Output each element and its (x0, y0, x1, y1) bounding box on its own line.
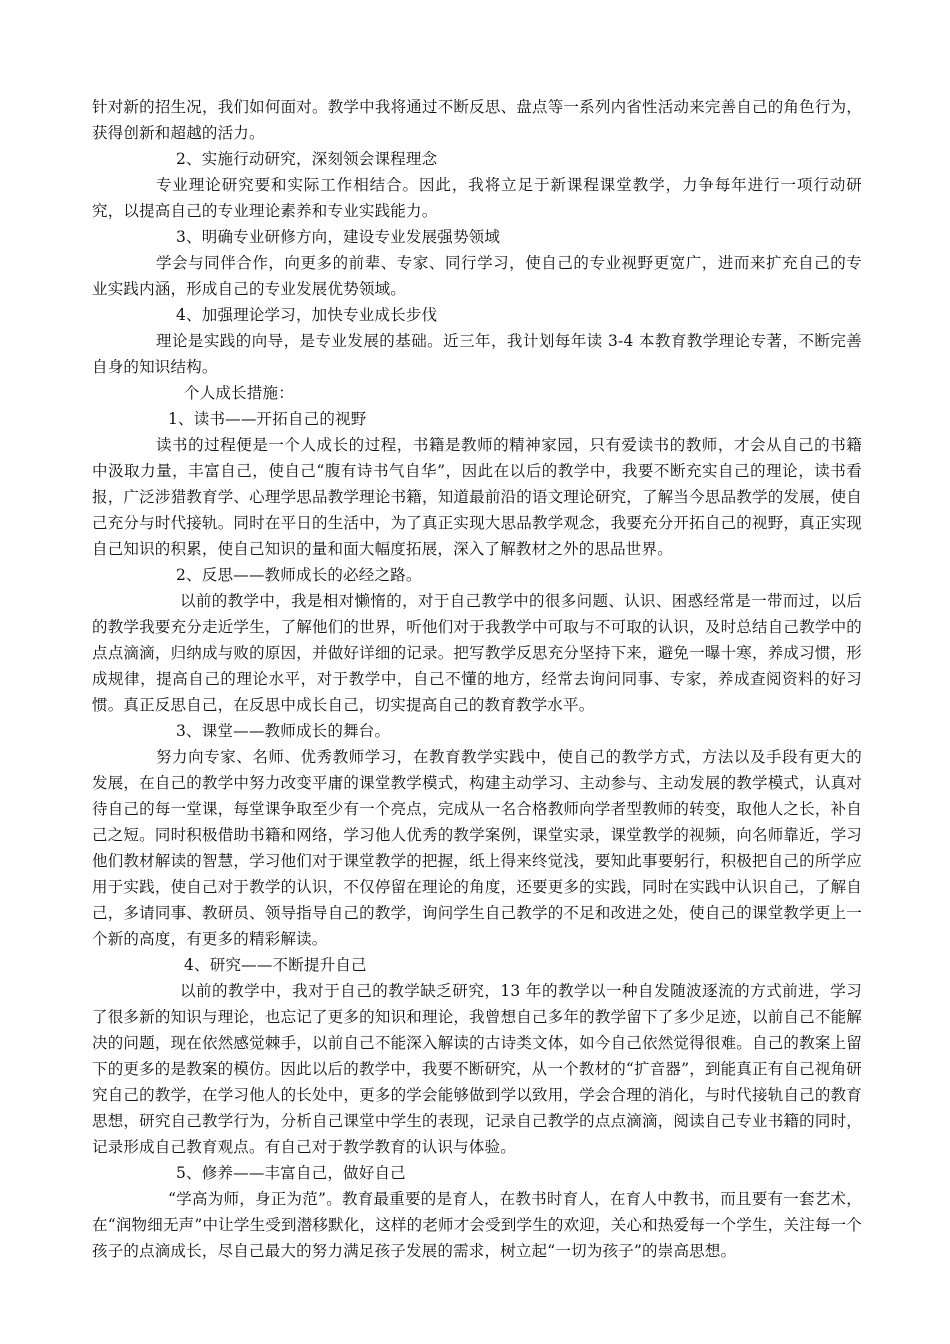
paragraph-item-4: 理论是实践的向导，是专业发展的基础。近三年，我计划每年读 3-4 本教育教学理论专著，不断完善自身的知识结构。 (92, 332, 862, 376)
measure-4-text: 以前的教学中，我对于自己的教学缺乏研究，13 年的教学以一种自发随波逐流的方式前进，学习了很多新的知识与理论，也忘记了更多的知识和理论，我曾想自己多年的教学留下了多少足迹，以前自己不能解决的问题，现在依然感觉棘手，以前自己不能深入解读的古诗类文体，如今自己依然觉得很难。自己的教案上留下的更多的是教案的模仿。因此以后的教学中，我要不断研究，从一个教材的“扩音器”，到能真正有自己视角研究自己的教学，在学习他人的长处中，更多的学会能够做到学以致用，学会合理的消化，与时代接轨自己的教育思想，研究自己教学行为，分析自己课堂中学生的表现，记录自己教学的点点滴滴，阅读自己专业书籍的同时，记录形成自己教育观点。有自己对于教学教育的认识与体验。 (92, 982, 862, 1156)
measure-1-text: 读书的过程便是一个人成长的过程，书籍是教师的精神家园，只有爱读书的教师，才会从自己的书籍中汲取力量，丰富自己，使自己“腹有诗书气自华”，因此在以后的教学中，我要不断充实自己的理论，读书看报，广泛涉猎教育学、心理学思品教学理论书籍，知道最前沿的语文理论研究，了解当今思品教学的发展，使自己充分与时代接轨。同时在平日的生活中，为了真正实现大思品教学观念，我要充分开拓自己的视野，真正实现自己知识的积累，使自己知识的量和面大幅度拓展，深入了解教材之外的思品世界。 (92, 436, 862, 558)
measure-4-heading: 4、研究——不断提升自己 (184, 956, 367, 974)
heading-item-4: 4、加强理论学习，加快专业成长步伐 (176, 306, 438, 324)
measures-heading: 个人成长措施： (184, 384, 294, 402)
heading-item-2: 2、实施行动研究，深刻领会课程理念 (176, 150, 438, 168)
measure-5-heading: 5、修养——丰富自己，做好自己 (176, 1164, 406, 1182)
paragraph-intro: 针对新的招生况，我们如何面对。教学中我将通过不断反思、盘点等一系列内省性活动来完善自己的角色行为，获得创新和超越的活力。 (92, 98, 862, 142)
measure-3-text: 努力向专家、名师、优秀教师学习，在教育教学实践中，使自己的教学方式，方法以及手段有更大的发展，在自己的教学中努力改变平庸的课堂教学模式，构建主动学习、主动参与、主动发展的教学模式，认真对待自己的每一堂课，每堂课争取至少有一个亮点，完成从一名合格教师向学者型教师的转变，取他人之长，补自己之短。同时积极借助书籍和网络，学习他人优秀的教学案例，课堂实录，课堂教学的视频，向名师靠近，学习他们教材解读的智慧，学习他们对于课堂教学的把握，纸上得来终觉浅，要知此事要躬行，积极把自己的所学应用于实践，使自己对于教学的认识，不仅停留在理论的角度，还要更多的实践，同时在实践中认识自己，了解自己，多请同事、教研员、领导指导自己的教学，询问学生自己教学的不足和改进之处，使自己的课堂教学更上一个新的高度，有更多的精彩解读。 (92, 748, 862, 948)
measure-3-heading: 3、课堂——教师成长的舞台。 (176, 722, 391, 740)
paragraph-item-2: 专业理论研究要和实际工作相结合。因此，我将立足于新课程课堂教学，力争每年进行一项行动研究，以提高自己的专业理论素养和专业实践能力。 (92, 176, 862, 220)
heading-item-3: 3、明确专业研修方向，建设专业发展强势领域 (176, 228, 501, 246)
measure-1-heading: 1、读书——开拓自己的视野 (168, 410, 367, 428)
measure-5-text: “学高为师，身正为范”。教育最重要的是育人，在教书时育人，在育人中教书，而且要有一套艺术，在“润物细无声”中让学生受到潜移默化，这样的老师才会受到学生的欢迎，关心和热爱每一个学生，关注每一个孩子的点滴成长，尽自己最大的努力满足孩子发展的需求，树立起“一切为孩子”的崇高思想。 (92, 1190, 862, 1260)
document-page (92, 94, 862, 1264)
paragraph-item-3: 学会与同伴合作，向更多的前辈、专家、同行学习，使自己的专业视野更宽广，进而来扩充自己的专业实践内涵，形成自己的专业发展优势领域。 (92, 254, 862, 298)
measure-2-heading: 2、反思——教师成长的必经之路。 (176, 566, 422, 584)
measure-2-text: 以前的教学中，我是相对懒惰的，对于自己教学中的很多问题、认识、困惑经常是一带而过，以后的教学我要充分走近学生，了解他们的世界，听他们对于我教学中可取与不可取的认识，及时总结自己教学中的点点滴滴，归纳成与败的原因，并做好详细的记录。把写教学反思充分坚持下来，避免一曝十寒，养成习惯，形成规律，提高自己的理论水平，对于教学中，自己不懂的地方，经常去询问同事、专家，养成查阅资料的好习惯。真正反思自己，在反思中成长自己，切实提高自己的教育教学水平。 (92, 592, 862, 714)
